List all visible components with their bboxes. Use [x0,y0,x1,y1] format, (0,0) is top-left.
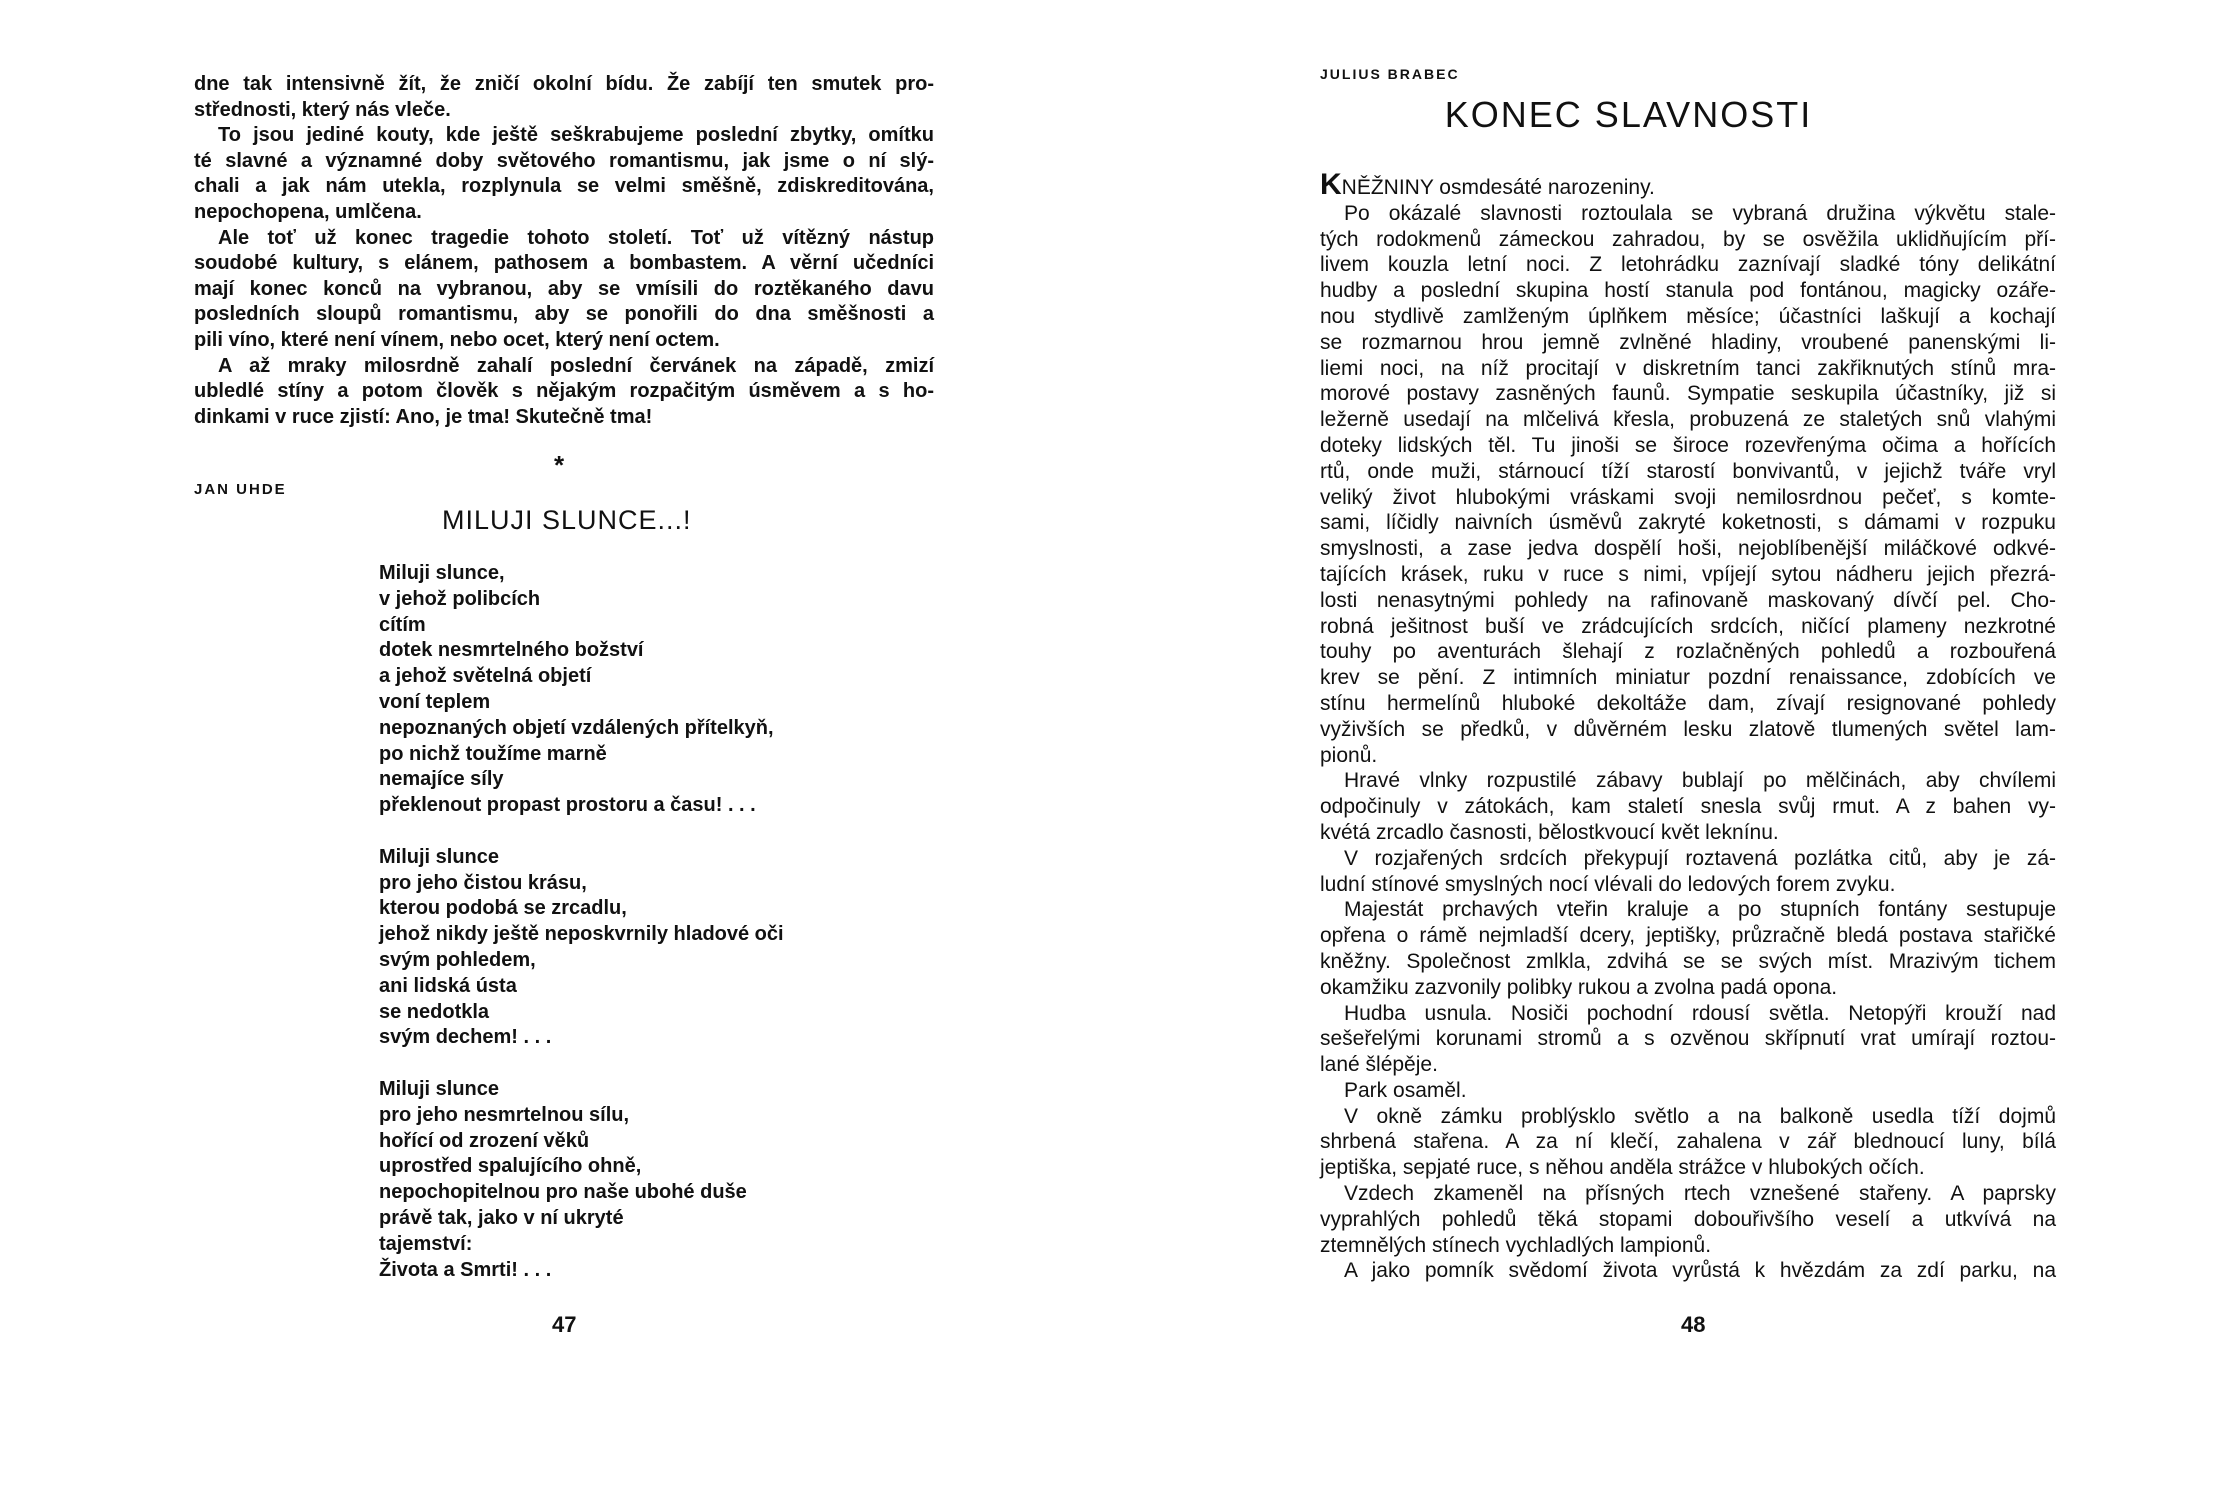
text-line: ludní stínové smyslných nocí vlévali do ledových forem zvyku. [1320,872,1896,896]
paragraph [1320,1181,2056,1258]
text-line: morové postavy zasněných faunů. Sympatie seskupila účastníky, již si [1320,382,2056,406]
text-line: losti nenasytnými pohledy na rafinovaně maskovaný dívčí pel. Cho- [1320,588,2056,612]
text-line: opřena o rámě nejmladší dcery, jeptišky, průzračně bledá postava stařičké [1320,924,2056,948]
paragraph [194,123,934,225]
poem-verse: dotek nesmrtelného božství [379,639,644,662]
story-author: JULIUS BRABEC [1320,66,1460,82]
text-line: dinkami v ruce zjistí: Ano, je tma! Skutečně tma! [194,405,653,428]
text-line: lané šlépěje. [1320,1053,1438,1077]
text-line: hudby a poslední skupina hostí stanula pod fontánou, magicky ozáře- [1320,279,2056,303]
poem-verse: voní teplem [379,690,491,713]
text-line: tých rodokmenů zámeckou zahradou, by se osvěžila uklidňujícím pří- [1320,227,2056,251]
text-line: se rozmarnou hrou jemně zvlněné hladiny, vroubené panenskými li- [1320,330,2056,354]
section-separator: * [554,450,565,480]
text-line: Park osaměl. [1344,1078,1467,1102]
text-line: tajících krásek, ruku v ruce s nimi, vpíjejí sytou nádheru jejich přezrá- [1320,562,2056,586]
essay-text-continuation [194,72,934,430]
text-line: stínu hermelínů hluboké dekoltáže dam, zívají resignované pohledy [1320,691,2056,715]
page-number: 48 [1681,1312,1706,1337]
poem-verse: překlenout propast prostoru a času! . . . [379,794,756,817]
paragraph [194,72,934,123]
poem-verse: nepoznaných objetí vzdálených přítelkyň, [379,716,774,739]
text-line: pili víno, které není vínem, nebo ocet, který není octem. [194,328,720,351]
paragraph [1320,1078,2056,1104]
poem-title: MILUJI SLUNCE...! [442,505,692,535]
poem-verse: Miluji slunce [379,845,500,868]
page-number: 47 [552,1312,577,1337]
text-line: V rozjařených srdcích překypují roztavená pozlátka citů, aby je zá- [1344,846,2056,870]
paragraph [194,226,934,354]
text-line: ležerně usedají na mlčelivá křesla, probuzená ze staletých snů vlahými [1320,408,2056,432]
poem-verse: svým dechem! . . . [379,1026,552,1049]
text-line: kněžny. Společnost zmlkla, zdvihá se se svých míst. Mrazivým tichem [1320,949,2056,973]
text-line: touhy po aventurách šlehají z rozlačněných pohledů a rozbouřená [1320,640,2056,664]
text-line: okamžiku zazvonily polibky rukou a zvolna padá opona. [1320,975,1838,999]
text-line: liemi noci, na níž procitají v diskretním tanci zakřiknutých stínů mra- [1320,356,2056,380]
text-line: té slavné a významné doby světového romantismu, jak jsme o ní slý- [194,149,934,172]
text-line: Majestát prchavých vteřin kraluje a po stupních fontány sestupuje [1344,898,2056,922]
text-line: Ale toť už konec tragedie tohoto století. Toť už vítězný nástup [218,226,934,249]
text-line: Vzdech zkameněl na přísných rtech vznešené stařeny. A paprsky [1344,1182,2056,1206]
text-line: krev se pění. Z intimních miniatur pozdní renaissance, zdobících ve [1320,666,2056,690]
poem-verse: pro jeho nesmrtelnou sílu, [379,1103,630,1126]
text-line: livem kouzla letní noci. Z letohrádku zaznívají sladké tóny delikátní [1320,253,2056,277]
paragraph [1320,768,2056,845]
text-line: ubledlé stíny a potom člověk s nějakým rozpačitým úsměvem a s ho- [194,380,934,403]
text-line: jeptiška, sepjaté ruce, s něhou anděla strážce v hlubokých očích. [1320,1156,1925,1180]
text-line: mají konec konců na vybranou, aby se vmísili do roztěkaného davu [194,277,934,300]
poem-verse: po nichž toužíme marně [379,742,607,765]
text-line: střednosti, který nás vleče. [194,98,451,121]
poem-verse: hořící od zrození věků [379,1129,590,1152]
story-text [1320,168,2056,1284]
story-title: KONEC SLAVNOSTI [1444,94,1813,135]
paragraph [1320,201,2056,769]
text-line: shrbená stařena. A za ní klečí, zahalena v zář blednoucí luny, bílá [1320,1130,2056,1154]
text-line: KNĚŽNINY osmdesáté narozeniny. [1320,168,1655,201]
text-line: smyslnosti, a zase jedva dospělí hoši, nejoblíbenější miláčkové odkvé- [1320,537,2056,561]
poem-author: JAN UHDE [194,481,287,498]
text-line: A jako pomník svědomí života vyrůstá k hvězdám za zdí parku, na [1344,1259,2056,1283]
poem-verse: se nedotkla [379,1000,490,1023]
text-line: vyživších se předků, v důvěrném lesku zlatově tlumených světel lam- [1320,717,2056,741]
text-line: Po okázalé slavnosti roztoulala se vybraná družina výkvětu stale- [1344,201,2056,225]
text-line: dne tak intensivně žít, že zničí okolní bídu. Že zabíjí ten smutek pro- [194,73,934,95]
poem-verse: v jehož polibcích [379,587,541,610]
poem-verse: nepochopitelnou pro naše ubohé duše [379,1181,747,1204]
paragraph [1320,846,2056,898]
poem-stanza [379,561,784,819]
text-line: veliký život hlubokými vráskami svoji nemilosrdnou pečeť, s komte- [1320,485,2056,509]
text-line: posledních sloupů romantismu, aby se ponořili do dna směšnosti a [194,303,934,326]
paragraph [1320,1001,2056,1078]
text-line: odpočinuly v zátokách, kam staletí snesla svůj rmut. A z bahen vy- [1320,795,2056,819]
poem-verse: cítím [379,613,426,636]
paragraph [1320,1104,2056,1181]
poem-verse: jehož nikdy ještě neposkvrnily hladové oči [379,923,784,946]
text-line: nou stydlivě zamlženým úplňkem měsíce; účastníci laškují a kochají [1320,304,2056,328]
poem-verse: právě tak, jako v ní ukryté [379,1206,624,1229]
text-line: chali a jak nám utekla, rozplynula se velmi směšně, zdiskreditována, [194,175,934,198]
paragraph [1320,168,2056,201]
text-line: pionů. [1320,743,1378,767]
text-line: To jsou jediné kouty, kde ještě seškrabujeme poslední zbytky, omítku [218,124,934,147]
text-line: V okně zámku problýsklo světlo a na balkoně usedla tíží dojmů [1344,1104,2056,1128]
poem-verse: svým pohledem, [379,948,536,971]
paragraph [194,354,934,431]
poem-verse: nemajíce síly [379,768,504,791]
poem-stanza [379,845,784,1051]
poem-verse: Života a Smrti! . . . [379,1258,552,1281]
text-line: kvétá zrcadlo časnosti, bělostkvoucí květ leknínu. [1320,820,1779,844]
poem-verse: Miluji slunce, [379,562,505,584]
poem-verse: ani lidská ústa [379,974,517,997]
paragraph [1320,897,2056,1000]
text-line: Hravé vlnky rozpustilé zábavy bublají po mělčinách, aby chvílemi [1344,769,2056,793]
right-page [1119,0,2238,1500]
poem-verse: kterou podobá se zrcadlu, [379,897,627,920]
poem [379,561,784,1309]
text-line: nepochopena, umlčena. [194,200,422,223]
poem-verse: a jehož světelná objetí [379,665,592,688]
poem-verse: uprostřed spalujícího ohně, [379,1155,642,1178]
text-line: Hudba usnula. Nosiči pochodní rdousí světla. Netopýři krouží nad [1344,1001,2056,1025]
text-line: robná ješitnost buší ve zrádcujících srdcích, ničící plameny nezkrotné [1320,614,2056,638]
text-line: soudobé kultury, s elánem, pathosem a bombastem. A věrní učedníci [194,252,934,275]
text-line: sami, líčidly naivních úsměvů zakryté koketnosti, s dámami v rozpuku [1320,511,2056,535]
poem-stanza [379,1077,784,1283]
poem-verse: tajemství: [379,1232,473,1255]
paragraph [1320,1258,2056,1284]
text-line: sešeřelými korunami stromů a s ozvěnou skřípnutí vrat umírají roztou- [1320,1027,2056,1051]
poem-verse: pro jeho čistou krásu, [379,871,587,894]
poem-verse: Miluji slunce [379,1077,500,1100]
text-line: A až mraky milosrdně zahalí poslední červánek na západě, zmizí [218,354,934,377]
text-line: rtů, onde muži, stárnoucí tíží starostí bonvivantů, v jejichž tváře vryl [1320,459,2056,483]
text-line: ztemnělých stínech vychladlých lampionů. [1320,1233,1712,1257]
text-line: vyprahlých pohledů těká stopami dobouřivšího veselí a utkvívá na [1320,1207,2056,1231]
text-line: doteky lidských těl. Tu jinoši se široce rozevřenýma očima a hořících [1320,433,2056,457]
